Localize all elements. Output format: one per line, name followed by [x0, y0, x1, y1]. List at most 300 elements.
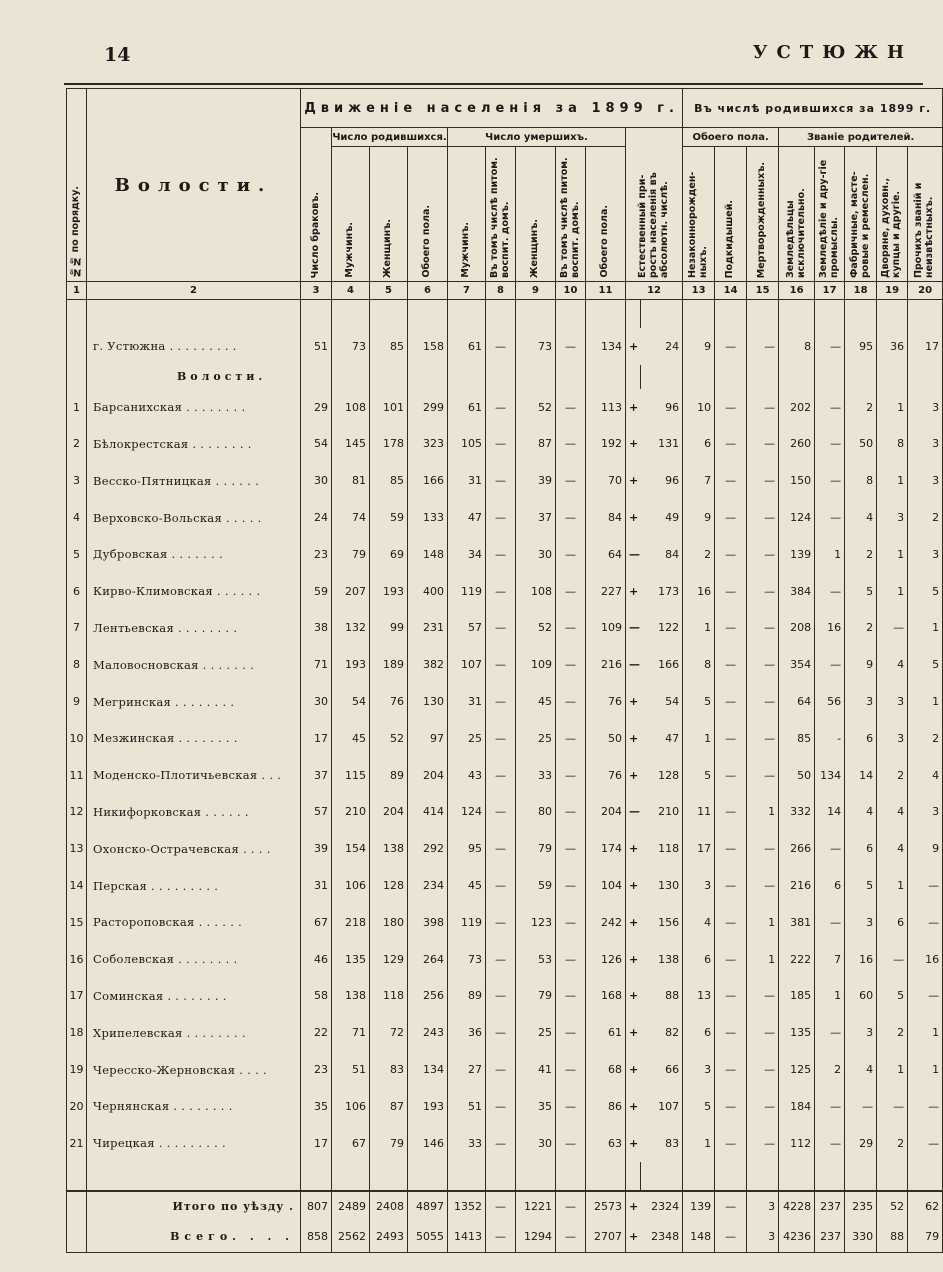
cell-sign: — — [626, 536, 641, 573]
cell-c13: 139 — [683, 1191, 715, 1222]
cell-c18: 16 — [845, 941, 877, 978]
cell-c3: 57 — [301, 794, 332, 831]
cell-c7: 27 — [448, 1051, 486, 1088]
cell-c20: — — [908, 867, 943, 904]
empty-cell — [516, 365, 556, 389]
cell-c20: 16 — [908, 941, 943, 978]
cell-c6: 166 — [408, 462, 448, 499]
empty-cell — [586, 1162, 626, 1191]
cell-sign: + — [626, 978, 641, 1015]
empty-cell — [67, 300, 87, 329]
empty-cell — [516, 1162, 556, 1191]
cell-c20: 1 — [908, 683, 943, 720]
cell-c6: 158 — [408, 328, 448, 365]
volosti-header: Волости. — [87, 89, 301, 282]
cell-c14: — — [715, 830, 747, 867]
cell-c19: — — [877, 941, 908, 978]
cell-c19: 3 — [877, 683, 908, 720]
cell-c19: — — [877, 610, 908, 647]
cell-sign: + — [626, 1191, 641, 1222]
index-15: 15 — [747, 282, 779, 300]
cell-name: Мезжинская . . . . . . . . — [87, 720, 301, 757]
cell-c6: 414 — [408, 794, 448, 831]
index-19: 19 — [877, 282, 908, 300]
cell-c10: — — [556, 462, 586, 499]
cell-c20: — — [908, 904, 943, 941]
cell-c9: 1221 — [516, 1191, 556, 1222]
empty-cell — [370, 300, 408, 329]
empty-cell — [845, 1162, 877, 1191]
cell-c19: 4 — [877, 794, 908, 831]
table-row — [67, 1125, 943, 1162]
cell-c3: 67 — [301, 904, 332, 941]
empty-cell — [332, 365, 370, 389]
cell-c3: 17 — [301, 1125, 332, 1162]
cell-n: 9 — [67, 683, 87, 720]
cell-c5: 99 — [370, 610, 408, 647]
cell-c19: 1 — [877, 389, 908, 426]
cell-sign: — — [626, 794, 641, 831]
cell-c5: 138 — [370, 830, 408, 867]
cell-c6: 5055 — [408, 1222, 448, 1253]
cell-c13: 16 — [683, 573, 715, 610]
cell-c14: — — [715, 867, 747, 904]
cell-sign: + — [626, 1014, 641, 1051]
cell-c16: 4228 — [779, 1191, 815, 1222]
cell-c4: 2562 — [332, 1222, 370, 1253]
index-6: 6 — [408, 282, 448, 300]
empty-cell — [747, 1162, 779, 1191]
cell-c20: — — [908, 1088, 943, 1125]
cell-c16: 4236 — [779, 1222, 815, 1253]
index-17: 17 — [815, 282, 845, 300]
cell-c17: — — [815, 389, 845, 426]
table-row — [67, 646, 943, 683]
cell-c13: 5 — [683, 757, 715, 794]
cell-n: 14 — [67, 867, 87, 904]
empty-cell — [586, 300, 626, 329]
cell-sign: — — [626, 646, 641, 683]
cell-name: Перская . . . . . . . . . — [87, 867, 301, 904]
cell-sign: + — [626, 683, 641, 720]
cell-c20: 4 — [908, 757, 943, 794]
cell-c15: — — [747, 867, 779, 904]
cell-c4: 207 — [332, 573, 370, 610]
empty-cell — [301, 1162, 332, 1191]
cell-c16: 139 — [779, 536, 815, 573]
empty-cell — [301, 300, 332, 329]
cell-c16: 135 — [779, 1014, 815, 1051]
cell-c4: 71 — [332, 1014, 370, 1051]
cell-c20: 62 — [908, 1191, 943, 1222]
cell-c18: 4 — [845, 499, 877, 536]
cell-c14: — — [715, 328, 747, 365]
cell-c12: 138 — [641, 941, 683, 978]
cell-c9: 30 — [516, 1125, 556, 1162]
cell-c5: 83 — [370, 1051, 408, 1088]
cell-n — [67, 328, 87, 365]
cell-sign: + — [626, 867, 641, 904]
cell-c12: 2348 — [641, 1222, 683, 1253]
cell-c18: — — [845, 1088, 877, 1125]
index-10: 10 — [556, 282, 586, 300]
cell-c11: 84 — [586, 499, 626, 536]
cell-c3: 17 — [301, 720, 332, 757]
cell-c20: 3 — [908, 426, 943, 463]
table-row-city — [67, 328, 943, 365]
cell-c5: 118 — [370, 978, 408, 1015]
cell-c15: — — [747, 683, 779, 720]
cell-c6: 146 — [408, 1125, 448, 1162]
col-18-header: Фабричные, масте-ровые и ремеслен. — [845, 147, 877, 282]
both-sexes-header: Обоего пола. — [683, 128, 779, 147]
cell-c16: 354 — [779, 646, 815, 683]
empty-cell — [683, 365, 715, 389]
cell-name: Моденско-Плотичьевская . . . — [87, 757, 301, 794]
cell-c15: 1 — [747, 904, 779, 941]
cell-c17: - — [815, 720, 845, 757]
cell-c3: 35 — [301, 1088, 332, 1125]
table-body — [67, 300, 943, 1253]
cell-c16: 222 — [779, 941, 815, 978]
index-13: 13 — [683, 282, 715, 300]
cell-c13: 6 — [683, 1014, 715, 1051]
cell-c17: — — [815, 1125, 845, 1162]
cell-c14: — — [715, 757, 747, 794]
col-13-header: Незаконнорожден-ныхъ. — [683, 147, 715, 282]
cell-c14: — — [715, 573, 747, 610]
cell-c20: 1 — [908, 1051, 943, 1088]
cell-c13: 3 — [683, 867, 715, 904]
cell-c16: 125 — [779, 1051, 815, 1088]
index-12: 12 — [626, 282, 683, 300]
cell-c16: 8 — [779, 328, 815, 365]
cell-c18: 8 — [845, 462, 877, 499]
cell-name: Верховско-Вольская . . . . . — [87, 499, 301, 536]
empty-cell — [448, 1162, 486, 1191]
empty-cell — [370, 365, 408, 389]
spacer-row — [67, 1162, 943, 1191]
cell-c20: 79 — [908, 1222, 943, 1253]
empty-cell — [626, 300, 641, 329]
cell-c19: 88 — [877, 1222, 908, 1253]
cell-c18: 3 — [845, 683, 877, 720]
empty-cell — [715, 1162, 747, 1191]
cell-c17: — — [815, 904, 845, 941]
cell-c3: 30 — [301, 683, 332, 720]
cell-name: Дубровская . . . . . . . — [87, 536, 301, 573]
cell-c18: 2 — [845, 610, 877, 647]
cell-c8: — — [486, 720, 516, 757]
cell-c5: 69 — [370, 536, 408, 573]
col-15-header: Мертворожденныхъ. — [747, 147, 779, 282]
cell-c9: 39 — [516, 462, 556, 499]
cell-c19: 2 — [877, 1125, 908, 1162]
cell-c18: 6 — [845, 830, 877, 867]
col-17-header: Земледѣліе и дру-гіе промыслы. — [815, 147, 845, 282]
cell-c13: 4 — [683, 904, 715, 941]
cell-c5: 85 — [370, 328, 408, 365]
cell-c9: 30 — [516, 536, 556, 573]
cell-c8: — — [486, 646, 516, 683]
cell-c3: 59 — [301, 573, 332, 610]
cell-c11: 2573 — [586, 1191, 626, 1222]
cell-name: Чирецкая . . . . . . . . . — [87, 1125, 301, 1162]
cell-c11: 68 — [586, 1051, 626, 1088]
cell-c5: 76 — [370, 683, 408, 720]
table-row — [67, 720, 943, 757]
table-row — [67, 683, 943, 720]
cell-c6: 130 — [408, 683, 448, 720]
cell-n: 11 — [67, 757, 87, 794]
cell-name: Чересско-Жерновская . . . . — [87, 1051, 301, 1088]
col-1-header: №№ по порядку. — [67, 89, 87, 282]
cell-c12: 210 — [641, 794, 683, 831]
cell-c5: 87 — [370, 1088, 408, 1125]
cell-c9: 35 — [516, 1088, 556, 1125]
cell-c15: 3 — [747, 1191, 779, 1222]
cell-name: Соболевская . . . . . . . . — [87, 941, 301, 978]
cell-c4: 54 — [332, 683, 370, 720]
cell-sign: — — [626, 610, 641, 647]
cell-c18: 4 — [845, 794, 877, 831]
cell-c5: 2408 — [370, 1191, 408, 1222]
empty-cell — [877, 365, 908, 389]
cell-c14: — — [715, 1088, 747, 1125]
cell-c19: 3 — [877, 720, 908, 757]
cell-c5: 193 — [370, 573, 408, 610]
cell-c13: 6 — [683, 941, 715, 978]
cell-c3: 23 — [301, 536, 332, 573]
cell-c12: 166 — [641, 646, 683, 683]
cell-c14: — — [715, 646, 747, 683]
cell-name: Никифорковская . . . . . . — [87, 794, 301, 831]
cell-c10: — — [556, 1191, 586, 1222]
cell-sign: + — [626, 573, 641, 610]
cell-n: 17 — [67, 978, 87, 1015]
empty-cell — [556, 365, 586, 389]
cell-c3: 31 — [301, 867, 332, 904]
empty-cell — [877, 1162, 908, 1191]
cell-c16: 208 — [779, 610, 815, 647]
cell-n: 3 — [67, 462, 87, 499]
cell-c11: 70 — [586, 462, 626, 499]
cell-c8: — — [486, 1191, 516, 1222]
cell-c16: 332 — [779, 794, 815, 831]
spacer-row — [67, 300, 943, 329]
cell-c4: 106 — [332, 1088, 370, 1125]
cell-c8: — — [486, 830, 516, 867]
cell-c3: 54 — [301, 426, 332, 463]
empty-cell — [556, 1162, 586, 1191]
cell-name: Чернянская . . . . . . . . — [87, 1088, 301, 1125]
cell-c4: 154 — [332, 830, 370, 867]
cell-c10: — — [556, 830, 586, 867]
cell-c4: 218 — [332, 904, 370, 941]
cell-c13: 148 — [683, 1222, 715, 1253]
cell-c11: 61 — [586, 1014, 626, 1051]
cell-c3: 71 — [301, 646, 332, 683]
cell-c7: 51 — [448, 1088, 486, 1125]
cell-c13: 10 — [683, 389, 715, 426]
cell-c17: — — [815, 830, 845, 867]
cell-c20: 1 — [908, 610, 943, 647]
cell-c15: — — [747, 1125, 779, 1162]
cell-c15: — — [747, 328, 779, 365]
table-row — [67, 499, 943, 536]
cell-c4: 108 — [332, 389, 370, 426]
cell-c13: 7 — [683, 462, 715, 499]
cell-c13: 1 — [683, 1125, 715, 1162]
cell-c7: 61 — [448, 328, 486, 365]
cell-n: 15 — [67, 904, 87, 941]
cell-c5: 101 — [370, 389, 408, 426]
cell-c8: — — [486, 757, 516, 794]
empty-cell — [67, 365, 87, 389]
cell-c16: 64 — [779, 683, 815, 720]
cell-c20: 3 — [908, 794, 943, 831]
cell-c17: 237 — [815, 1222, 845, 1253]
cell-c11: 76 — [586, 757, 626, 794]
cell-c19: 6 — [877, 904, 908, 941]
cell-sign: + — [626, 904, 641, 941]
page-number: 14 — [104, 44, 131, 66]
cell-c19: 1 — [877, 462, 908, 499]
cell-c11: 174 — [586, 830, 626, 867]
cell-c7: 105 — [448, 426, 486, 463]
cell-c18: 4 — [845, 1051, 877, 1088]
cell-c19: 1 — [877, 536, 908, 573]
cell-c17: 1 — [815, 978, 845, 1015]
cell-c11: 227 — [586, 573, 626, 610]
cell-sign: + — [626, 389, 641, 426]
empty-cell — [332, 1162, 370, 1191]
cell-c11: 126 — [586, 941, 626, 978]
cell-c8: — — [486, 1051, 516, 1088]
empty-cell — [556, 300, 586, 329]
col-4-header: Мужчинъ. — [332, 147, 370, 282]
empty-cell — [908, 365, 943, 389]
cell-c11: 242 — [586, 904, 626, 941]
cell-c18: 5 — [845, 573, 877, 610]
cell-c4: 132 — [332, 610, 370, 647]
cell-c3: 46 — [301, 941, 332, 978]
cell-n: 4 — [67, 499, 87, 536]
cell-c14: — — [715, 610, 747, 647]
cell-c4: 81 — [332, 462, 370, 499]
cell-c15: — — [747, 536, 779, 573]
cell-c4: 193 — [332, 646, 370, 683]
cell-c20: 3 — [908, 536, 943, 573]
cell-c5: 128 — [370, 867, 408, 904]
cell-c6: 234 — [408, 867, 448, 904]
index-4: 4 — [332, 282, 370, 300]
cell-c14: — — [715, 941, 747, 978]
cell-c13: 1 — [683, 610, 715, 647]
cell-name: Маловосновская . . . . . . . — [87, 646, 301, 683]
cell-c12: 84 — [641, 536, 683, 573]
cell-n: 20 — [67, 1088, 87, 1125]
cell-sign: + — [626, 499, 641, 536]
cell-c17: 6 — [815, 867, 845, 904]
cell-c10: — — [556, 978, 586, 1015]
cell-c3: 58 — [301, 978, 332, 1015]
cell-sign: + — [626, 1051, 641, 1088]
cell-c8: — — [486, 904, 516, 941]
cell-sign: + — [626, 426, 641, 463]
cell-c15: — — [747, 978, 779, 1015]
cell-c19: 1 — [877, 1051, 908, 1088]
top-rule — [64, 83, 923, 85]
cell-n: 2 — [67, 426, 87, 463]
cell-c3: 37 — [301, 757, 332, 794]
cell-c9: 52 — [516, 610, 556, 647]
cell-name: Барсанихская . . . . . . . . — [87, 389, 301, 426]
cell-c16: 202 — [779, 389, 815, 426]
empty-cell — [486, 300, 516, 329]
cell-c20: — — [908, 978, 943, 1015]
cell-c9: 52 — [516, 389, 556, 426]
cell-n: 13 — [67, 830, 87, 867]
cell-c12: 118 — [641, 830, 683, 867]
cell-c14: — — [715, 499, 747, 536]
col-20-header: Прочихъ званій и неизвѣстныхъ. — [908, 147, 943, 282]
cell-c11: 204 — [586, 794, 626, 831]
cell-c7: 107 — [448, 646, 486, 683]
cell-c10: — — [556, 941, 586, 978]
cell-n: 16 — [67, 941, 87, 978]
cell-c4: 135 — [332, 941, 370, 978]
cell-c18: 50 — [845, 426, 877, 463]
cell-c7: 119 — [448, 573, 486, 610]
cell-c17: 1 — [815, 536, 845, 573]
empty-cell — [815, 300, 845, 329]
table-row — [67, 978, 943, 1015]
cell-c14: — — [715, 978, 747, 1015]
cell-n: 19 — [67, 1051, 87, 1088]
empty-cell — [845, 365, 877, 389]
cell-c12: 82 — [641, 1014, 683, 1051]
cell-name: Итого по уѣзду . — [87, 1191, 301, 1222]
cell-c16: 184 — [779, 1088, 815, 1125]
cell-name: Хрипелевская . . . . . . . . — [87, 1014, 301, 1051]
cell-c4: 145 — [332, 426, 370, 463]
cell-c15: — — [747, 1014, 779, 1051]
cell-c18: 2 — [845, 389, 877, 426]
empty-cell — [641, 1162, 683, 1191]
cell-c4: 79 — [332, 536, 370, 573]
cell-c6: 323 — [408, 426, 448, 463]
index-18: 18 — [845, 282, 877, 300]
born-header: Число родившихся. — [332, 128, 448, 147]
cell-c10: — — [556, 1051, 586, 1088]
cell-name: Растороповская . . . . . . — [87, 904, 301, 941]
cell-c5: 59 — [370, 499, 408, 536]
cell-c15: — — [747, 389, 779, 426]
cell-c9: 1294 — [516, 1222, 556, 1253]
cell-c9: 87 — [516, 426, 556, 463]
empty-cell — [516, 300, 556, 329]
cell-c16: 260 — [779, 426, 815, 463]
cell-c6: 4897 — [408, 1191, 448, 1222]
cell-c16: 124 — [779, 499, 815, 536]
cell-c4: 106 — [332, 867, 370, 904]
cell-c5: 129 — [370, 941, 408, 978]
cell-c14: — — [715, 389, 747, 426]
cell-c9: 25 — [516, 1014, 556, 1051]
cell-c13: 9 — [683, 328, 715, 365]
cell-c10: — — [556, 1014, 586, 1051]
